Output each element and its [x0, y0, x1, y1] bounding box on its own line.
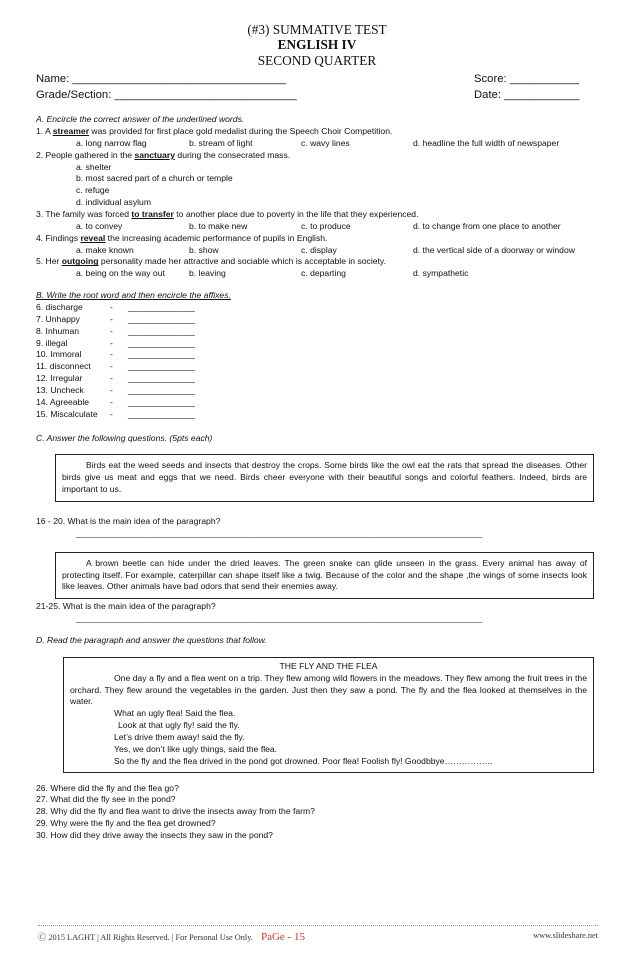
- option[interactable]: d. individual asylum: [76, 197, 151, 208]
- question-2-options: [36, 162, 598, 209]
- option[interactable]: c. refuge: [76, 185, 110, 196]
- question-5: 5. Her outgoing personality made her attractive and sociable which is acceptable in society.: [36, 256, 386, 267]
- story-paragraph: One day a fly and a flea went on a trip. They flew among wild flowers in the meadows. They flew among the fruit trees in the orchard. They flew around the vegetables in the garden. Just then they saw a pond. The fly and the flea looked at themselves in the water.: [70, 672, 587, 707]
- question-16-20: 16 - 20. What is the main idea of the paragraph?: [36, 515, 221, 526]
- answer-blank[interactable]: ______________: [128, 361, 195, 372]
- list-item: 8. Inhuman - ______________: [36, 325, 195, 336]
- header-row-1: [36, 72, 598, 86]
- part-c-instruction: C. Answer the following questions. (5pts each): [36, 432, 213, 443]
- header-row-2: [36, 88, 598, 102]
- list-item: 14. Agreeable - ______________: [36, 396, 195, 407]
- option[interactable]: b. to make new: [189, 220, 248, 231]
- part-b-instruction: B. Write the root word and then encircle the affixes.: [36, 290, 231, 301]
- name-field: Name: __________________________________: [36, 72, 287, 85]
- score-field: Score: ___________: [474, 72, 579, 85]
- list-item: 7. Unhappy - ______________: [36, 313, 195, 324]
- option[interactable]: a. make known: [76, 244, 134, 255]
- grade-field: Grade/Section: _____________________________: [36, 88, 297, 101]
- question-1: 1. A streamer was provided for first place gold medalist during the Speech Choir Competition.: [36, 125, 393, 136]
- list-item: 6. discharge - ______________: [36, 301, 195, 312]
- list-item: 15. Miscalculate - ______________: [36, 408, 195, 419]
- question-5-options: [36, 268, 598, 280]
- story-questions: [36, 783, 598, 842]
- list-item: 11. disconnect - ______________: [36, 361, 195, 372]
- passage-birds: [55, 454, 594, 502]
- answer-blank[interactable]: ______________: [128, 301, 195, 312]
- question: 29. Why were the fly and the flea get drowned?: [36, 818, 216, 829]
- footer-left: [38, 930, 305, 945]
- story-box: [63, 657, 594, 773]
- answer-blank[interactable]: ______________: [128, 373, 195, 384]
- list-item: 12. Irregular - ______________: [36, 373, 195, 384]
- option[interactable]: b. most sacred part of a church or temple: [76, 173, 233, 184]
- option[interactable]: b. stream of light: [189, 137, 253, 148]
- passage-text: A brown beetle can hide under the dried leaves. The green snake can glide unseen in the grass. Every animal has away of protecting itself. For example, caterpillar can shape itself like a twig. Because of the color and the shape ,the wings of some insects look like leaves. Other animals have bad odors that send their enemies away.: [62, 557, 587, 592]
- part-a-instruction: A. Encircle the correct answer of the underlined words.: [36, 114, 245, 125]
- question: 27. What did the fly see in the pond?: [36, 794, 176, 805]
- question-4-options: [36, 245, 598, 257]
- list-item: 9. illegal - ______________: [36, 337, 195, 348]
- title-line-2: ENGLISH IV: [277, 37, 357, 53]
- question-3-options: [36, 221, 598, 233]
- question-4: 4. Findings reveal the increasing academic performance of pupils in English.: [36, 232, 328, 243]
- dialogue-line: So the fly and the flea drived in the pond got drowned. Poor flea! Foolish fly! Goodbbye……………..: [114, 755, 493, 766]
- passage-animals: [55, 552, 594, 600]
- option[interactable]: d. to change from one place to another: [413, 220, 561, 231]
- question-1-options: [36, 138, 598, 150]
- option[interactable]: a. being on the way out: [76, 268, 165, 279]
- dialogue-line: What an ugly flea! Said the flea.: [114, 708, 236, 719]
- option[interactable]: a. shelter: [76, 161, 112, 172]
- answer-blank[interactable]: ______________: [128, 408, 195, 419]
- option[interactable]: a. to convey: [76, 220, 123, 231]
- title-line-3: SECOND QUARTER: [257, 52, 377, 68]
- option[interactable]: b. leaving: [189, 268, 226, 279]
- option[interactable]: c. display: [301, 244, 337, 255]
- answer-blank[interactable]: ______________: [128, 313, 195, 324]
- option[interactable]: c. wavy lines: [301, 137, 350, 148]
- list-item: 13. Uncheck - ______________: [36, 384, 195, 395]
- dialogue-line: Let’s drive them away! said the fly.: [114, 732, 245, 743]
- question: 26. Where did the fly and the flea go?: [36, 782, 179, 793]
- answer-blank[interactable]: ______________: [128, 337, 195, 348]
- question-2: 2. People gathered in the sanctuary during the consecrated mass.: [36, 149, 291, 160]
- question-3: 3. The family was forced to transfer to another place due to poverty in the life that they experienced.: [36, 208, 419, 219]
- dialogue-line: Yes, we don’t like ugly things, said the flea.: [114, 743, 278, 754]
- answer-blank[interactable]: ______________: [128, 384, 195, 395]
- question: 30. How did they drive away the insects they saw in the pond?: [36, 830, 273, 841]
- answer-blank[interactable]: ______________: [128, 396, 195, 407]
- site-link[interactable]: www.slideshare.net: [533, 931, 598, 940]
- page-number: PaGe - 15: [260, 931, 305, 943]
- answer-line[interactable]: _____________________________________________________________________________________: [76, 613, 483, 624]
- test-title: [36, 22, 598, 68]
- list-item: 10. Immoral - ______________: [36, 349, 195, 360]
- question-21-25: 21-25. What is the main idea of the paragraph?: [36, 601, 216, 612]
- option[interactable]: d. sympathetic: [413, 268, 469, 279]
- option[interactable]: a. long narrow flag: [76, 137, 147, 148]
- story-title: THE FLY AND THE FLEA: [279, 660, 378, 671]
- part-d-instruction: D. Read the paragraph and answer the questions that follow.: [36, 635, 267, 645]
- passage-text: Birds eat the weed seeds and insects that destroy the crops. Some birds like the owl eat the rats that spread the diseases. Other birds give us meat and eggs that we need. Birds cheer everyone with their beautiful songs and colorful feathers. Indeed, birds are important to us.: [62, 460, 587, 495]
- date-field: Date: ____________: [474, 88, 580, 101]
- option[interactable]: d. the vertical side of a doorway or window: [413, 244, 575, 255]
- answer-line[interactable]: _____________________________________________________________________________________: [76, 527, 483, 538]
- question: 28. Why did the fly and flea want to drive the insects away from the farm?: [36, 806, 315, 817]
- dialogue-line: Look at that ugly fly! said the fly.: [118, 720, 240, 731]
- answer-blank[interactable]: ______________: [128, 349, 195, 360]
- option[interactable]: d. headline the full width of newspaper: [413, 137, 560, 148]
- copyright-text: Ⓒ 2015 LAGHT | All Rights Reserved. | For Personal Use Only.: [38, 933, 253, 942]
- option[interactable]: b. show: [189, 244, 219, 255]
- option[interactable]: c. to produce: [301, 220, 351, 231]
- title-line-1: (#3) SUMMATIVE TEST: [247, 22, 387, 37]
- answer-blank[interactable]: ______________: [128, 325, 195, 336]
- affix-list: [36, 302, 598, 421]
- option[interactable]: c. departing: [301, 268, 346, 279]
- page-footer: [38, 925, 598, 945]
